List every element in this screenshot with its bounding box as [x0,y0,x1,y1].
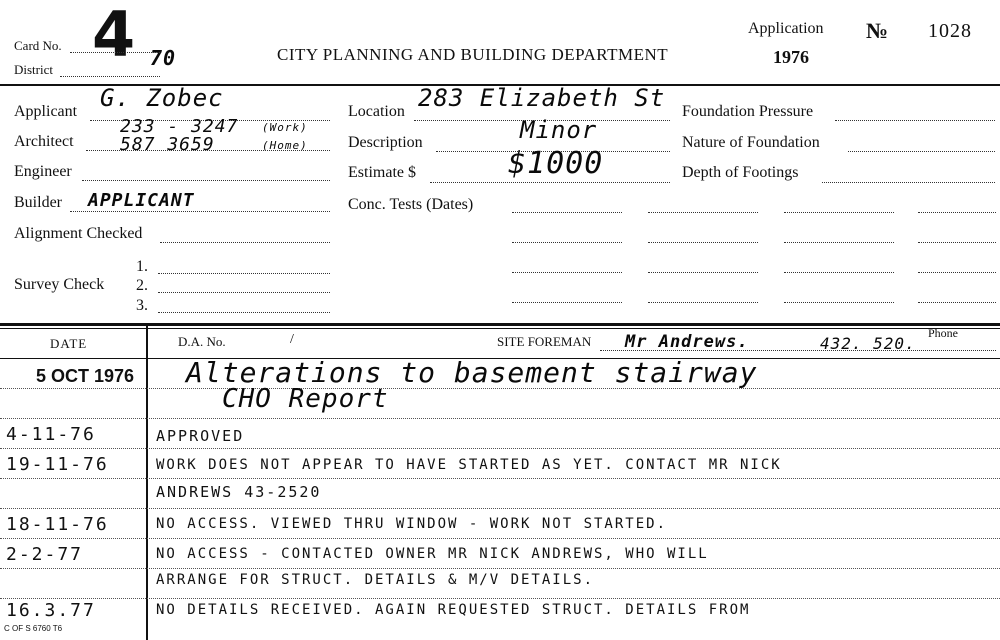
foreman-phone-value: 432. 520. [820,334,916,353]
site-foreman-label: SITE FOREMAN [497,334,592,349]
phone-label: Phone [928,326,958,340]
entry-date-1: 5 OCT 1976 [36,366,135,386]
entry-date-6: 18-11-76 [6,514,109,535]
card-no-label: Card No. [14,38,62,53]
phone-home: 587 3659 [120,134,215,155]
builder-value: APPLICANT [88,190,195,211]
site-foreman-value: Mr Andrews. [625,332,749,352]
description-value: Minor [520,116,598,144]
conc-tests-label: Conc. Tests (Dates) [348,196,474,213]
entry-date-3: 4-11-76 [6,424,96,445]
number-symbol: № [866,18,889,43]
entry-text-9: NO DETAILS RECEIVED. AGAIN REQUESTED STRUCT. DETAILS FROM [156,602,751,618]
entry-text-2: CHO Report [222,384,389,414]
nature-of-foundation-label: Nature of Foundation [682,134,820,151]
builder-label: Builder [14,194,62,211]
phone-home-tag: (Home) [262,139,308,152]
phone-work-tag: (Work) [262,121,308,134]
engineer-label: Engineer [14,163,72,180]
location-value: 283 Elizabeth St [418,84,666,112]
applicant-label: Applicant [14,103,78,120]
card-no-value: 4 [92,0,136,71]
depth-of-footings-label: Depth of Footings [682,164,799,181]
entry-text-7: NO ACCESS - CONTACTED OWNER MR NICK ANDREWS, WHO WILL [156,546,709,562]
survey-label: Survey Check [14,276,105,293]
application-label: Application [748,20,824,37]
survey-item-3: 3. [136,297,148,314]
department-title: CITY PLANNING AND BUILDING DEPARTMENT [277,45,669,64]
application-year: 1976 [773,47,809,67]
estimate-label: Estimate $ [348,164,416,181]
phone-work: 233 - 3247 [120,116,239,137]
application-number: 1028 [928,20,972,42]
description-label: Description [348,134,423,151]
applicant-value: G. Zobec [100,84,224,112]
estimate-value: $1000 [508,146,604,181]
location-label: Location [348,103,405,120]
entry-date-4: 19-11-76 [6,454,109,475]
entry-text-3: APPROVED [156,427,245,445]
district-label: District [14,62,53,77]
survey-item-1: 1. [136,258,148,275]
card-no-suffix: 70 [150,46,177,70]
entry-text-6: NO ACCESS. VIEWED THRU WINDOW - WORK NOT STARTED. [156,516,668,532]
entry-text-4: WORK DOES NOT APPEAR TO HAVE STARTED AS YET. CONTACT MR NICK [156,457,782,473]
entry-text-8: ARRANGE FOR STRUCT. DETAILS & M/V DETAILS. [156,572,595,588]
entry-text-5: ANDREWS 43-2520 [156,483,322,501]
entry-text-1: Alterations to basement stairway [186,356,758,389]
foundation-pressure-label: Foundation Pressure [682,103,814,120]
entry-date-9: 16.3.77 [6,600,96,621]
entry-date-7: 2-2-77 [6,544,84,565]
survey-item-2: 2. [136,277,148,294]
architect-label: Architect [14,133,74,150]
date-column-header: DATE [50,336,88,351]
footer-form-code: C OF S 6760 T6 [4,624,63,633]
da-no-label: D.A. No. [178,334,226,349]
da-no-slash: / [290,332,294,347]
alignment-label: Alignment Checked [14,225,143,242]
